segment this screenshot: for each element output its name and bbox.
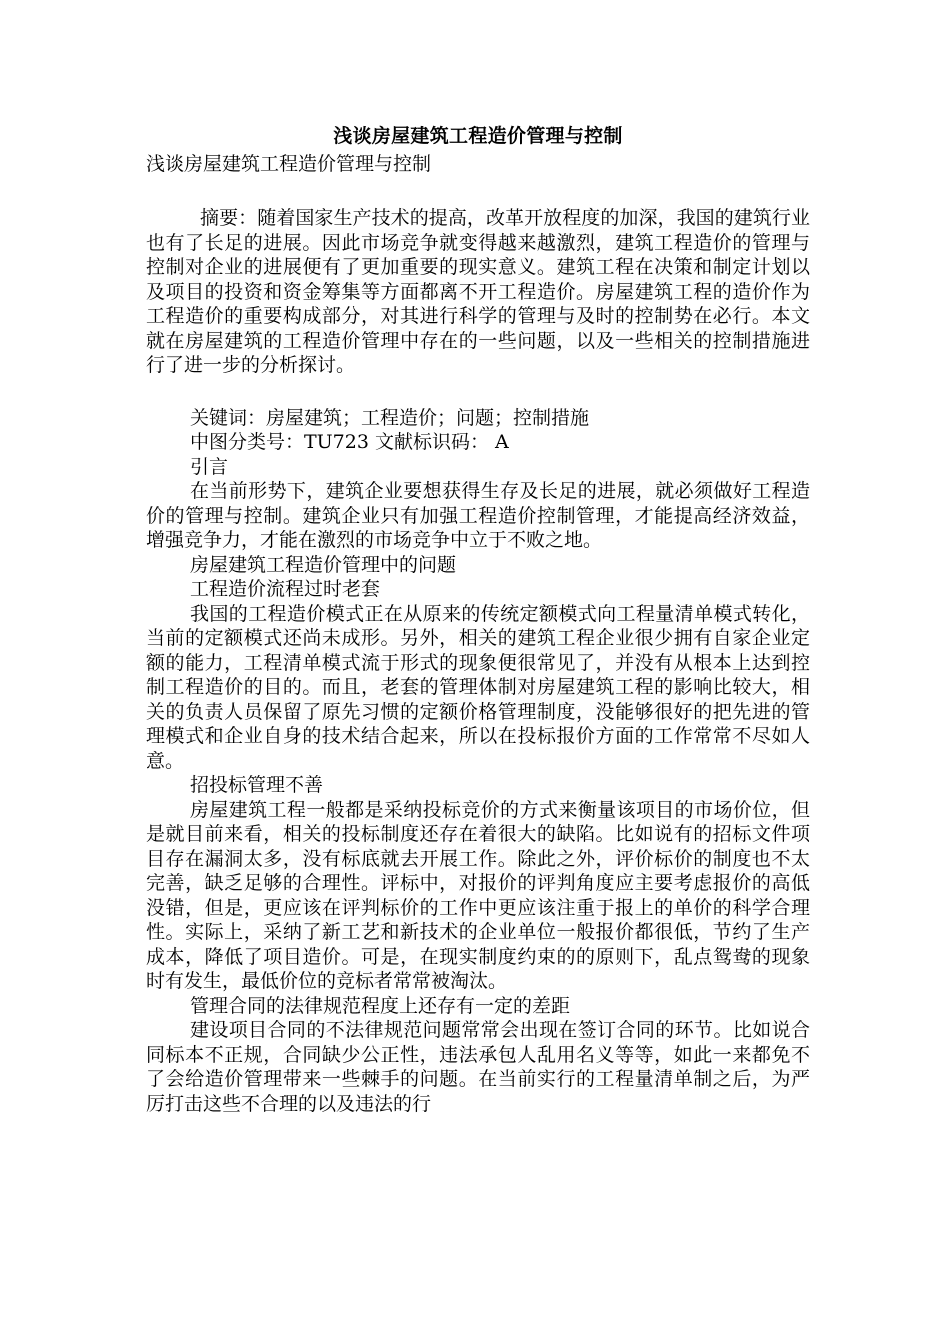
blank-line — [146, 178, 810, 206]
subsection-heading-contract: 管理合同的法律规范程度上还存有一定的差距 — [190, 994, 571, 1017]
document-title: 浅谈房屋建筑工程造价管理与控制 — [333, 125, 623, 147]
subsection-paragraph-contract: 建设项目合同的不法律规范问题常常会出现在签订合同的环节。比如说合同标本不正规，合同缺少公正性，违法承包人乱用名义等等，如此一来都免不了会给造价管理带来一些棘手的问题。在当前实行的工程量清单制之后，为严厉打击这些不合理的以及违法的行 — [146, 1019, 810, 1115]
document-subtitle: 浅谈房屋建筑工程造价管理与控制 — [146, 153, 432, 175]
keywords-line: 关键词：房屋建筑；工程造价；问题；控制措施 — [190, 406, 590, 429]
subsection-paragraph-process: 我国的工程造价模式正在从原来的传统定额模式向工程量清单模式转化，当前的定额模式还尚未成形。另外，相关的建筑工程企业很少拥有自家企业定额的能力，工程清单模式流于形式的现象便很常见了，并没有从根本上达到控制工程造价的目的。而且，老套的管理体制对房屋建筑工程的影响比较大，相关的负责人员保留了原先习惯的定额价格管理制度，没能够很好的把先进的管理模式和企业自身的技术结合起来，所以在投标报价方面的工作常常不尽如人意。 — [146, 602, 810, 772]
blank-line — [146, 378, 810, 406]
document-page — [146, 122, 810, 1116]
abstract-paragraph: 摘要：随着国家生产技术的提高，改革开放程度的加深，我国的建筑行业也有了长足的进展。因此市场竞争就变得越来越激烈，建筑工程造价的管理与控制对企业的进展便有了更加重要的现实意义。建筑工程在决策和制定计划以及项目的投资和资金筹集等方面都离不开工程造价。房屋建筑工程的造价作为工程造价的重要构成部分，对其进行科学的管理与及时的控制势在必行。本文就在房屋建筑的工程造价管理中存在的一些问题，以及一些相关的控制措施进行了进一步的分析探讨。 — [146, 207, 810, 376]
section-heading: 房屋建筑工程造价管理中的问题 — [190, 553, 457, 576]
subsection-heading-process: 工程造价流程过时老套 — [190, 578, 381, 600]
intro-heading: 引言 — [190, 455, 229, 478]
subsection-heading-bidding: 招投标管理不善 — [190, 774, 324, 796]
subsection-paragraph-bidding: 房屋建筑工程一般都是采纳投标竞价的方式来衡量该项目的市场价位，但是就目前来看，相关的投标制度还存在着很大的缺陷。比如说有的招标文件项目存在漏洞太多，没有标底就去开展工作。除此之外，评价标价的制度也不太完善，缺乏足够的合理性。评标中，对报价的评判角度应主要考虑报价的高低没错，但是，更应该在评判标价的工作中更应该注重于报上的单价的科学合理性。实际上，采纳了新工艺和新技术的企业单位一般报价都很低，节约了生产成本，降低了项目造价。可是，在现实制度约束的的原则下，乱点鸳鸯的现象时有发生，最低价位的竞标者常常被淘汰。 — [146, 798, 810, 992]
classification-line: 中图分类号：TU723 文献标识码： A — [190, 431, 509, 453]
intro-paragraph: 在当前形势下，建筑企业要想获得生存及长足的进展，就必须做好工程造价的管理与控制。建筑企业只有加强工程造价控制管理，才能提高经济效益，增强竞争力，才能在激烈的市场竞争中立于不败之地。 — [146, 480, 810, 551]
